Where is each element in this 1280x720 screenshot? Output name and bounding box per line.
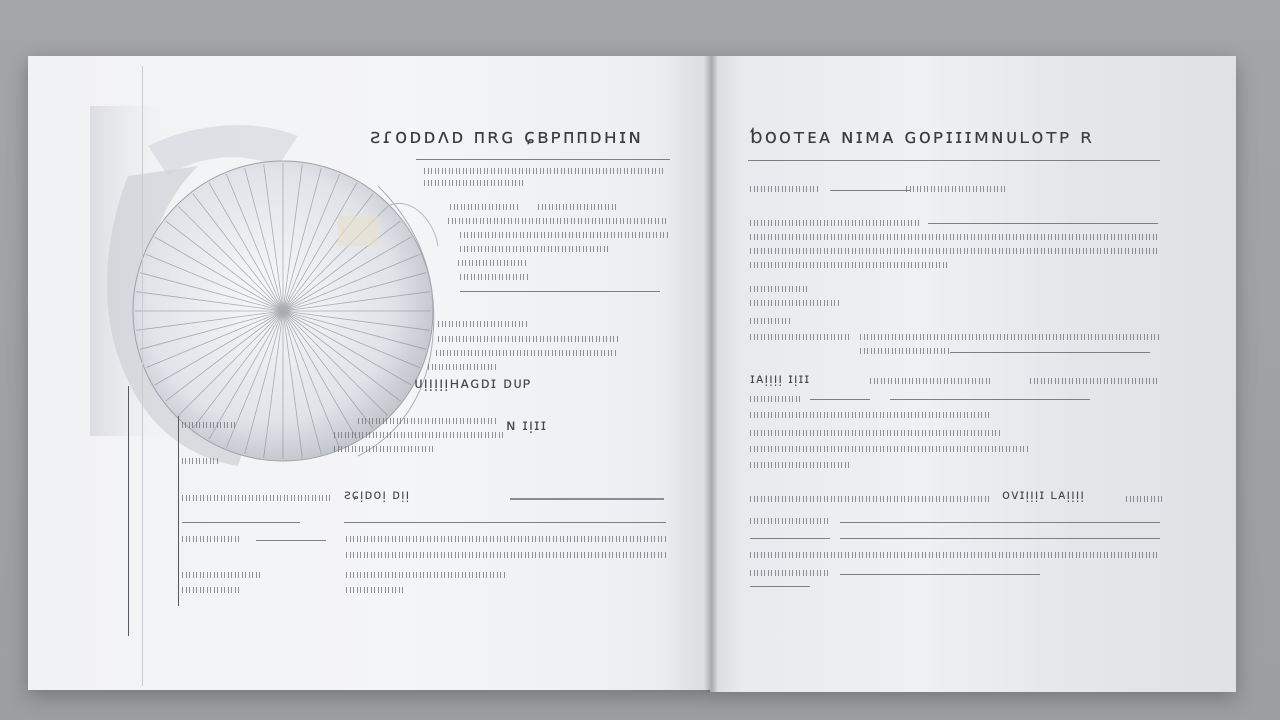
text-line <box>538 204 618 210</box>
text-line <box>750 286 810 292</box>
text-line <box>750 552 1160 558</box>
section-rule <box>510 498 664 500</box>
text-line <box>750 234 1160 240</box>
text-line <box>750 262 950 268</box>
text-line <box>860 334 1160 340</box>
text-line <box>460 246 610 252</box>
text-rule <box>950 352 1150 353</box>
right-page <box>710 56 1236 692</box>
right-page-section-heading: ᴏᴠɪᴉᴉᴉɪ ʟᴀᴉᴉᴉᴉ <box>1002 488 1086 503</box>
text-line <box>750 518 830 524</box>
text-line <box>860 348 950 354</box>
text-rule <box>460 291 660 292</box>
right-page-heading: ɪᴀᴉᴉᴉᴉ ɪᴉɪɪ <box>750 372 811 387</box>
left-page <box>28 56 710 690</box>
text-line <box>436 350 616 356</box>
radial-sphere-illustration <box>88 106 458 486</box>
text-rule <box>928 223 1158 224</box>
right-page-title: ƅᴏᴏᴛᴇᴀ ɴɪᴍᴀ ɢᴏᴘɪɪɪᴍɴᴜʟᴏᴛᴘ ʀ <box>750 124 1095 148</box>
left-page-heading-secondary: ɴ ɪᴉɪɪ <box>506 416 548 434</box>
text-line <box>438 336 618 342</box>
text-line <box>750 396 800 402</box>
text-line <box>178 458 218 464</box>
text-line <box>750 248 1160 254</box>
text-line <box>750 300 840 306</box>
text-line <box>458 260 528 266</box>
text-line <box>428 364 498 370</box>
text-line <box>424 180 524 186</box>
text-line <box>182 572 262 578</box>
text-line <box>750 430 1000 436</box>
table-rule <box>344 522 666 523</box>
left-page-heading: ᴜᴉᴉᴉᴉᴉʜᴀɢᴅɪ ᴅᴜᴘ <box>414 374 532 392</box>
text-line <box>334 446 434 452</box>
text-line <box>438 321 528 327</box>
text-line <box>448 218 668 224</box>
table-rule <box>256 540 326 541</box>
text-line <box>346 587 406 593</box>
text-line <box>182 587 242 593</box>
text-line <box>906 186 1008 192</box>
margin-line <box>178 416 179 606</box>
table-rule <box>750 538 830 539</box>
title-rule <box>416 159 670 160</box>
brochure-spread <box>28 56 1236 692</box>
table-rule <box>840 522 1160 523</box>
left-page-title: ƨɾᴏᴅᴅᴧᴅ ᴨʀɢ ɕʙᴘᴨᴨᴅʜɪɴ <box>370 124 643 148</box>
text-rule <box>890 399 1090 400</box>
title-rule <box>748 160 1160 161</box>
book-gutter <box>704 56 718 692</box>
text-line <box>750 318 790 324</box>
page-guide-line <box>142 66 143 686</box>
text-line <box>460 274 530 280</box>
text-line <box>870 378 990 384</box>
left-page-section-heading: ƨɕᴉᴅᴏᴉ ᴅᴉᴉ <box>344 488 411 503</box>
text-line <box>334 432 504 438</box>
table-rule <box>840 538 1160 539</box>
margin-line <box>128 386 129 636</box>
text-line <box>450 204 520 210</box>
table-rule <box>840 574 1040 575</box>
text-line <box>460 232 670 238</box>
text-line <box>346 536 666 542</box>
table-rule <box>750 586 810 587</box>
table-rule <box>182 522 300 523</box>
text-line <box>750 186 820 192</box>
text-line <box>750 462 850 468</box>
text-line <box>178 422 238 428</box>
text-line <box>346 572 506 578</box>
text-rule <box>830 190 910 191</box>
text-line <box>182 536 242 542</box>
text-line <box>182 495 332 501</box>
text-line <box>346 552 666 558</box>
text-line <box>750 220 920 226</box>
text-rule <box>810 399 870 400</box>
text-line <box>750 570 830 576</box>
text-line <box>358 418 498 424</box>
text-line <box>750 412 990 418</box>
text-line <box>424 168 664 174</box>
text-line <box>750 446 1030 452</box>
text-line <box>1030 378 1160 384</box>
text-line <box>750 496 990 502</box>
text-line <box>1126 496 1162 502</box>
text-line <box>750 334 850 340</box>
